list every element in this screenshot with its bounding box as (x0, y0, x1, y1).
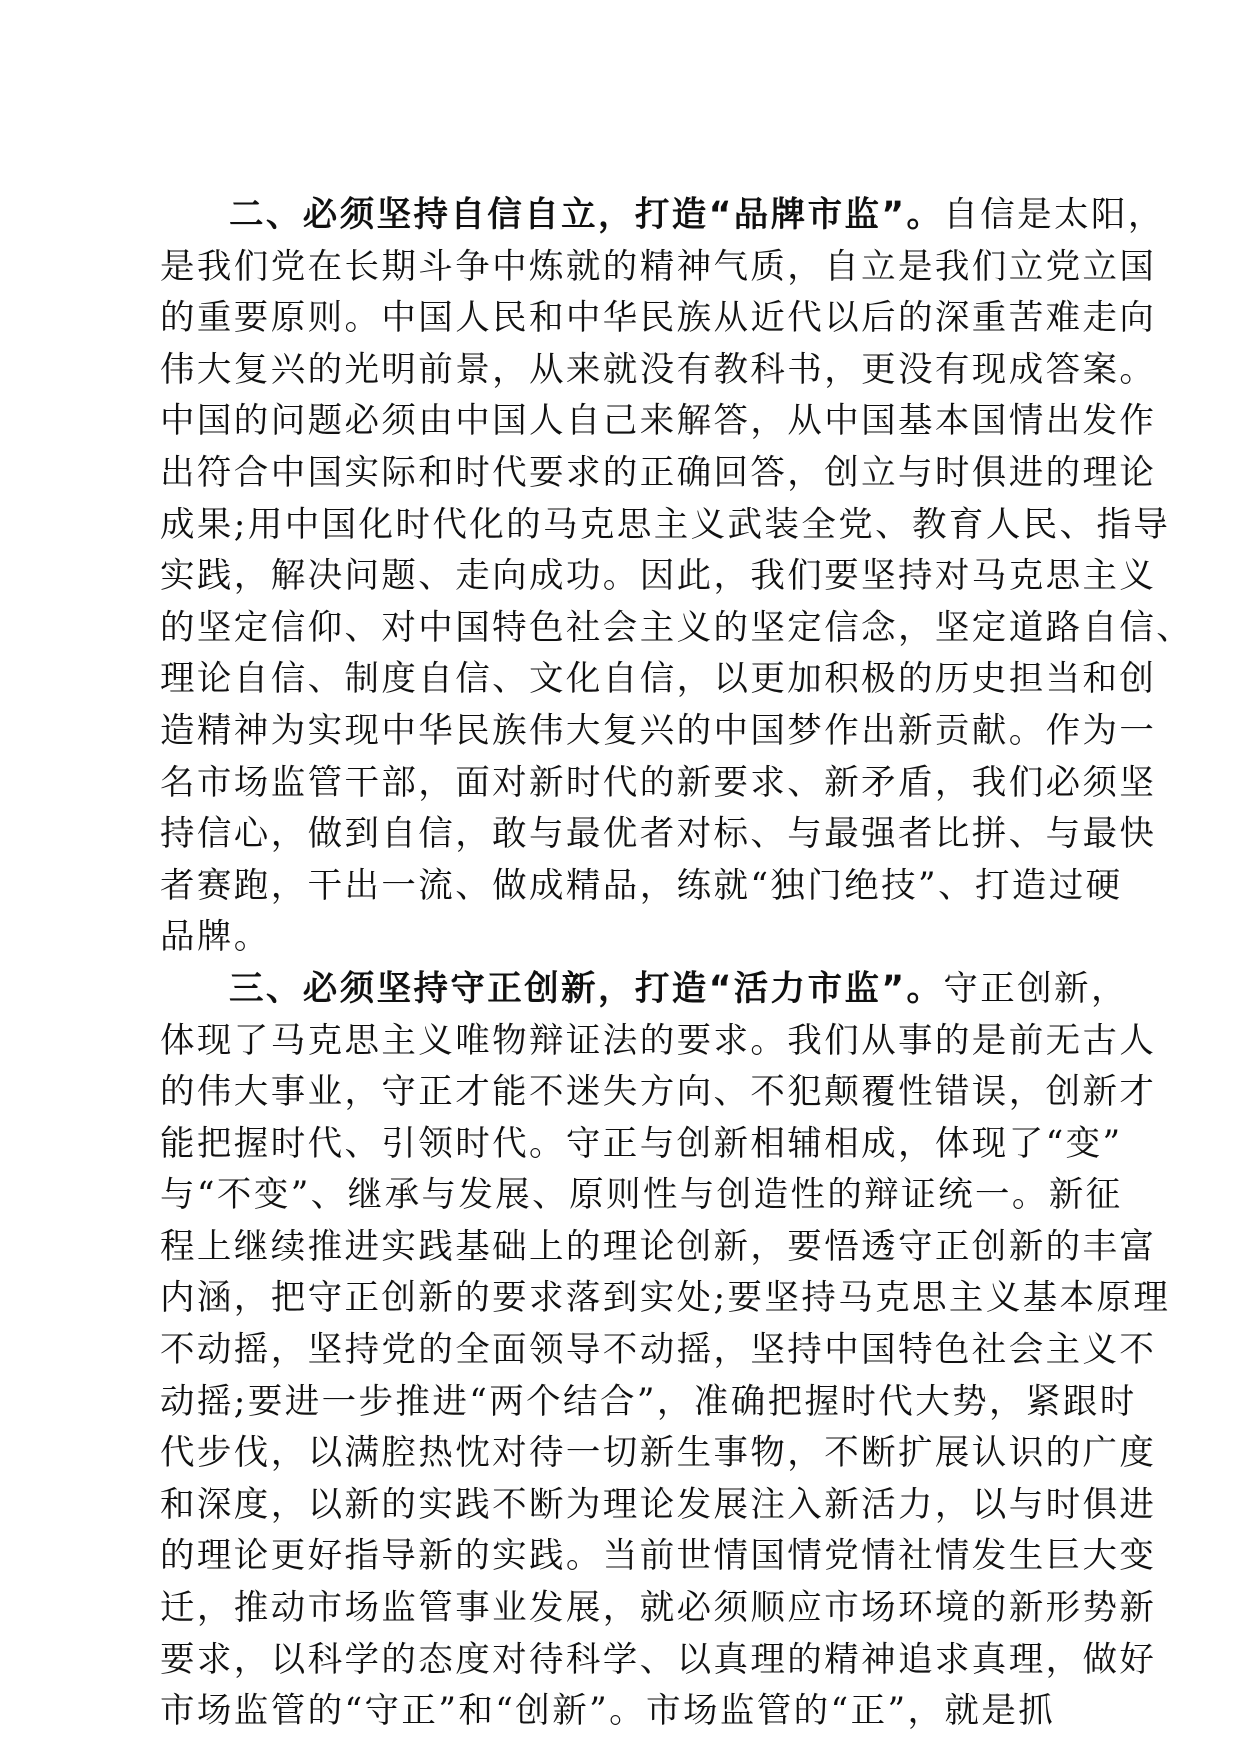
paragraph-line: 不动摇，坚持党的全面领导不动摇，坚持中国特色社会主义不 (160, 1330, 1157, 1371)
paragraph-line: 动摇;要进一步推进“两个结合”，准确把握时代大势，紧跟时 (160, 1381, 1137, 1422)
paragraph-text: 守正创新， (943, 968, 1128, 1009)
paragraph-line: 名市场监管干部，面对新时代的新要求、新矛盾，我们必须坚 (160, 762, 1157, 803)
paragraph-line: 迁，推动市场监管事业发展，就必须顺应市场环境的新形势新 (160, 1588, 1157, 1629)
section-heading: 二、必须坚持自信自立，打造“品牌市监”。 (229, 195, 944, 235)
paragraph-line: 理论自信、制度自信、文化自信，以更加积极的历史担当和创 (160, 659, 1157, 700)
paragraph-line: 内涵，把守正创新的要求落到实处;要坚持马克思主义基本原理 (160, 1278, 1171, 1319)
paragraph-line: 与“不变”、继承与发展、原则性与创造性的辩证统一。新征 (160, 1175, 1123, 1216)
paragraph-line: 伟大复兴的光明前景，从来就没有教科书，更没有现成答案。 (160, 349, 1157, 390)
paragraph-line: 程上继续推进实践基础上的理论创新，要悟透守正创新的丰富 (160, 1226, 1157, 1267)
paragraph-line: 的伟大事业，守正才能不迷失方向、不犯颠覆性错误，创新才 (160, 1072, 1157, 1113)
paragraph-line: 造精神为实现中华民族伟大复兴的中国梦作出新贡献。作为一 (160, 710, 1157, 751)
document-page (160, 190, 1194, 1738)
paragraph-line: 和深度，以新的实践不断为理论发展注入新活力，以与时俱进 (160, 1484, 1157, 1525)
paragraph-line: 是我们党在长期斗争中炼就的精神气质，自立是我们立党立国 (160, 246, 1157, 287)
paragraph-line: 出符合中国实际和时代要求的正确回答，创立与时俱进的理论 (160, 452, 1157, 493)
paragraph-line: 实践，解决问题、走向成功。因此，我们要坚持对马克思主义 (160, 556, 1157, 597)
paragraph-line: 代步伐，以满腔热忱对待一切新生事物，不断扩展认识的广度 (160, 1433, 1157, 1474)
paragraph-line: 者赛跑，干出一流、做成精品，练就“独门绝技”、打造过硬 (160, 865, 1123, 906)
section-heading: 三、必须坚持守正创新，打造“活力市监”。 (229, 968, 944, 1009)
paragraph-line: 市场监管的“守正”和“创新”。市场监管的“正”，就是抓 (160, 1691, 1056, 1732)
paragraph-line: 的坚定信仰、对中国特色社会主义的坚定信念，坚定道路自信、 (160, 607, 1194, 648)
paragraph-line: 持信心，做到自信，敢与最优者对标、与最强者比拼、与最快 (160, 814, 1157, 855)
paragraph-line: 体现了马克思主义唯物辩证法的要求。我们从事的是前无古人 (160, 1020, 1157, 1061)
paragraph-line: 的重要原则。中国人民和中华民族从近代以后的深重苦难走向 (160, 298, 1157, 339)
paragraph-line (160, 964, 1128, 1016)
paragraph-line (160, 190, 1165, 242)
paragraph-line: 品牌。 (160, 917, 271, 958)
paragraph-line: 要求，以科学的态度对待科学、以真理的精神追求真理，做好 (160, 1639, 1157, 1680)
paragraph-line: 能把握时代、引领时代。守正与创新相辅相成，体现了“变” (160, 1123, 1123, 1164)
paragraph-line: 中国的问题必须由中国人自己来解答，从中国基本国情出发作 (160, 401, 1157, 442)
paragraph-text: 自信是太阳， (943, 195, 1165, 235)
paragraph-line: 成果;用中国化时代化的马克思主义武装全党、教育人民、指导 (160, 504, 1171, 545)
paragraph-line: 的理论更好指导新的实践。当前世情国情党情社情发生巨大变 (160, 1536, 1157, 1577)
